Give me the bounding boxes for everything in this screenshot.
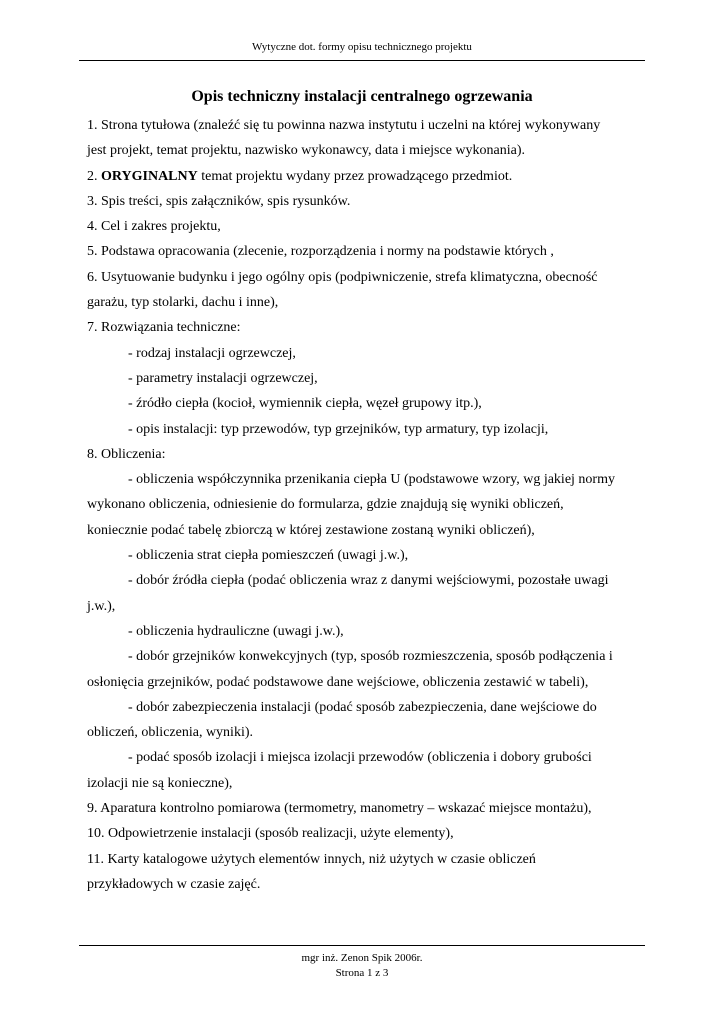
footer-divider: [79, 945, 645, 946]
item-6-line-2: garażu, typ stolarki, dachu i inne),: [87, 295, 279, 311]
item-2: [87, 164, 641, 189]
page-header: Wytyczne dot. formy opisu technicznego projektu: [252, 41, 472, 53]
item-3: 3. Spis treści, spis załączników, spis rysunków.: [87, 193, 351, 209]
item-8-sub-5-line-2: osłonięcia grzejników, podać podstawowe dane wejściowe, obliczenia zestawić w tabeli),: [87, 674, 589, 690]
item-9: 9. Aparatura kontrolno pomiarowa (termometry, manometry – wskazać miejsce montażu),: [87, 801, 592, 817]
item-8-sub-1-line-3: koniecznie podać tabelę zbiorczą w której zestawione zostaną wyniki obliczeń),: [87, 522, 535, 538]
document-body: [87, 113, 641, 897]
footer-author: mgr inż. Zenon Spik 2006r.: [301, 952, 423, 964]
item-8-sub-1-line-2: wykonano obliczenia, odniesienie do formularza, gdzie znajdują się wyniki obliczeń,: [87, 497, 564, 513]
item-5: 5. Podstawa opracowania (zlecenie, rozporządzenia i normy na podstawie których ,: [87, 244, 554, 260]
item-8-sub-5-line-1: - dobór grzejników konwekcyjnych (typ, sposób rozmieszczenia, sposób podłączenia i: [128, 649, 613, 665]
item-11-line-2: przykładowych w czasie zajęć.: [87, 876, 261, 892]
document-title: Opis techniczny instalacji centralnego ogrzewania: [191, 88, 533, 105]
item-1-line-2: jest projekt, temat projektu, nazwisko wykonawcy, data i miejsce wykonania).: [87, 143, 526, 159]
item-8-sub-6-line-2: obliczeń, obliczenia, wyniki).: [87, 725, 253, 741]
item-2-rest: temat projektu wydany przez prowadzącego przedmiot.: [197, 168, 513, 184]
item-10: 10. Odpowietrzenie instalacji (sposób realizacji, użyte elementy),: [87, 826, 454, 842]
item-1-line-1: 1. Strona tytułowa (znaleźć się tu powinna nazwa instytutu i uczelni na której wykonywany: [87, 118, 601, 133]
item-7-sub-1: - rodzaj instalacji ogrzewczej,: [128, 345, 296, 361]
item-2-prefix: 2.: [87, 168, 101, 184]
item-8-sub-1-line-1: - obliczenia współczynnika przenikania ciepła U (podstawowe wzory, wg jakiej normy: [128, 472, 615, 488]
footer-page-number: Strona 1 z 3: [335, 967, 389, 979]
item-8-heading: 8. Obliczenia:: [87, 446, 166, 462]
item-7-sub-3: - źródło ciepła (kocioł, wymiennik ciepła, węzeł grupowy itp.),: [128, 396, 482, 412]
item-8-sub-2: - obliczenia strat ciepła pomieszczeń (uwagi j.w.),: [128, 548, 409, 564]
item-8-sub-4: - obliczenia hydrauliczne (uwagi j.w.),: [128, 623, 344, 639]
header-divider: [79, 60, 645, 61]
item-4: 4. Cel i zakres projektu,: [87, 219, 221, 235]
item-7-sub-4: - opis instalacji: typ przewodów, typ grzejników, typ armatury, typ izolacji,: [128, 421, 549, 437]
item-8-sub-3-line-1: - dobór źródła ciepła (podać obliczenia wraz z danymi wejściowymi, pozostałe uwagi: [128, 573, 609, 589]
item-8-sub-7-line-2: izolacji nie są konieczne),: [87, 775, 233, 791]
item-7-heading: 7. Rozwiązania techniczne:: [87, 320, 241, 336]
item-8-sub-3-line-2: j.w.),: [87, 598, 116, 614]
page-footer: [0, 951, 724, 981]
item-6-line-1: 6. Usytuowanie budynku i jego ogólny opis (podpiwniczenie, strefa klimatyczna, obecność: [87, 269, 598, 285]
item-2-emphasis: ORYGINALNY: [101, 168, 198, 184]
item-8-sub-7-line-1: - podać sposób izolacji i miejsca izolacji przewodów (obliczenia i dobory grubości: [128, 750, 592, 766]
item-7-sub-2: - parametry instalacji ogrzewczej,: [128, 370, 318, 386]
item-11-line-1: 11. Karty katalogowe użytych elementów innych, niż użytych w czasie obliczeń: [87, 851, 536, 867]
item-8-sub-6-line-1: - dobór zabezpieczenia instalacji (podać sposób zabezpieczenia, dane wejściowe do: [128, 699, 597, 715]
